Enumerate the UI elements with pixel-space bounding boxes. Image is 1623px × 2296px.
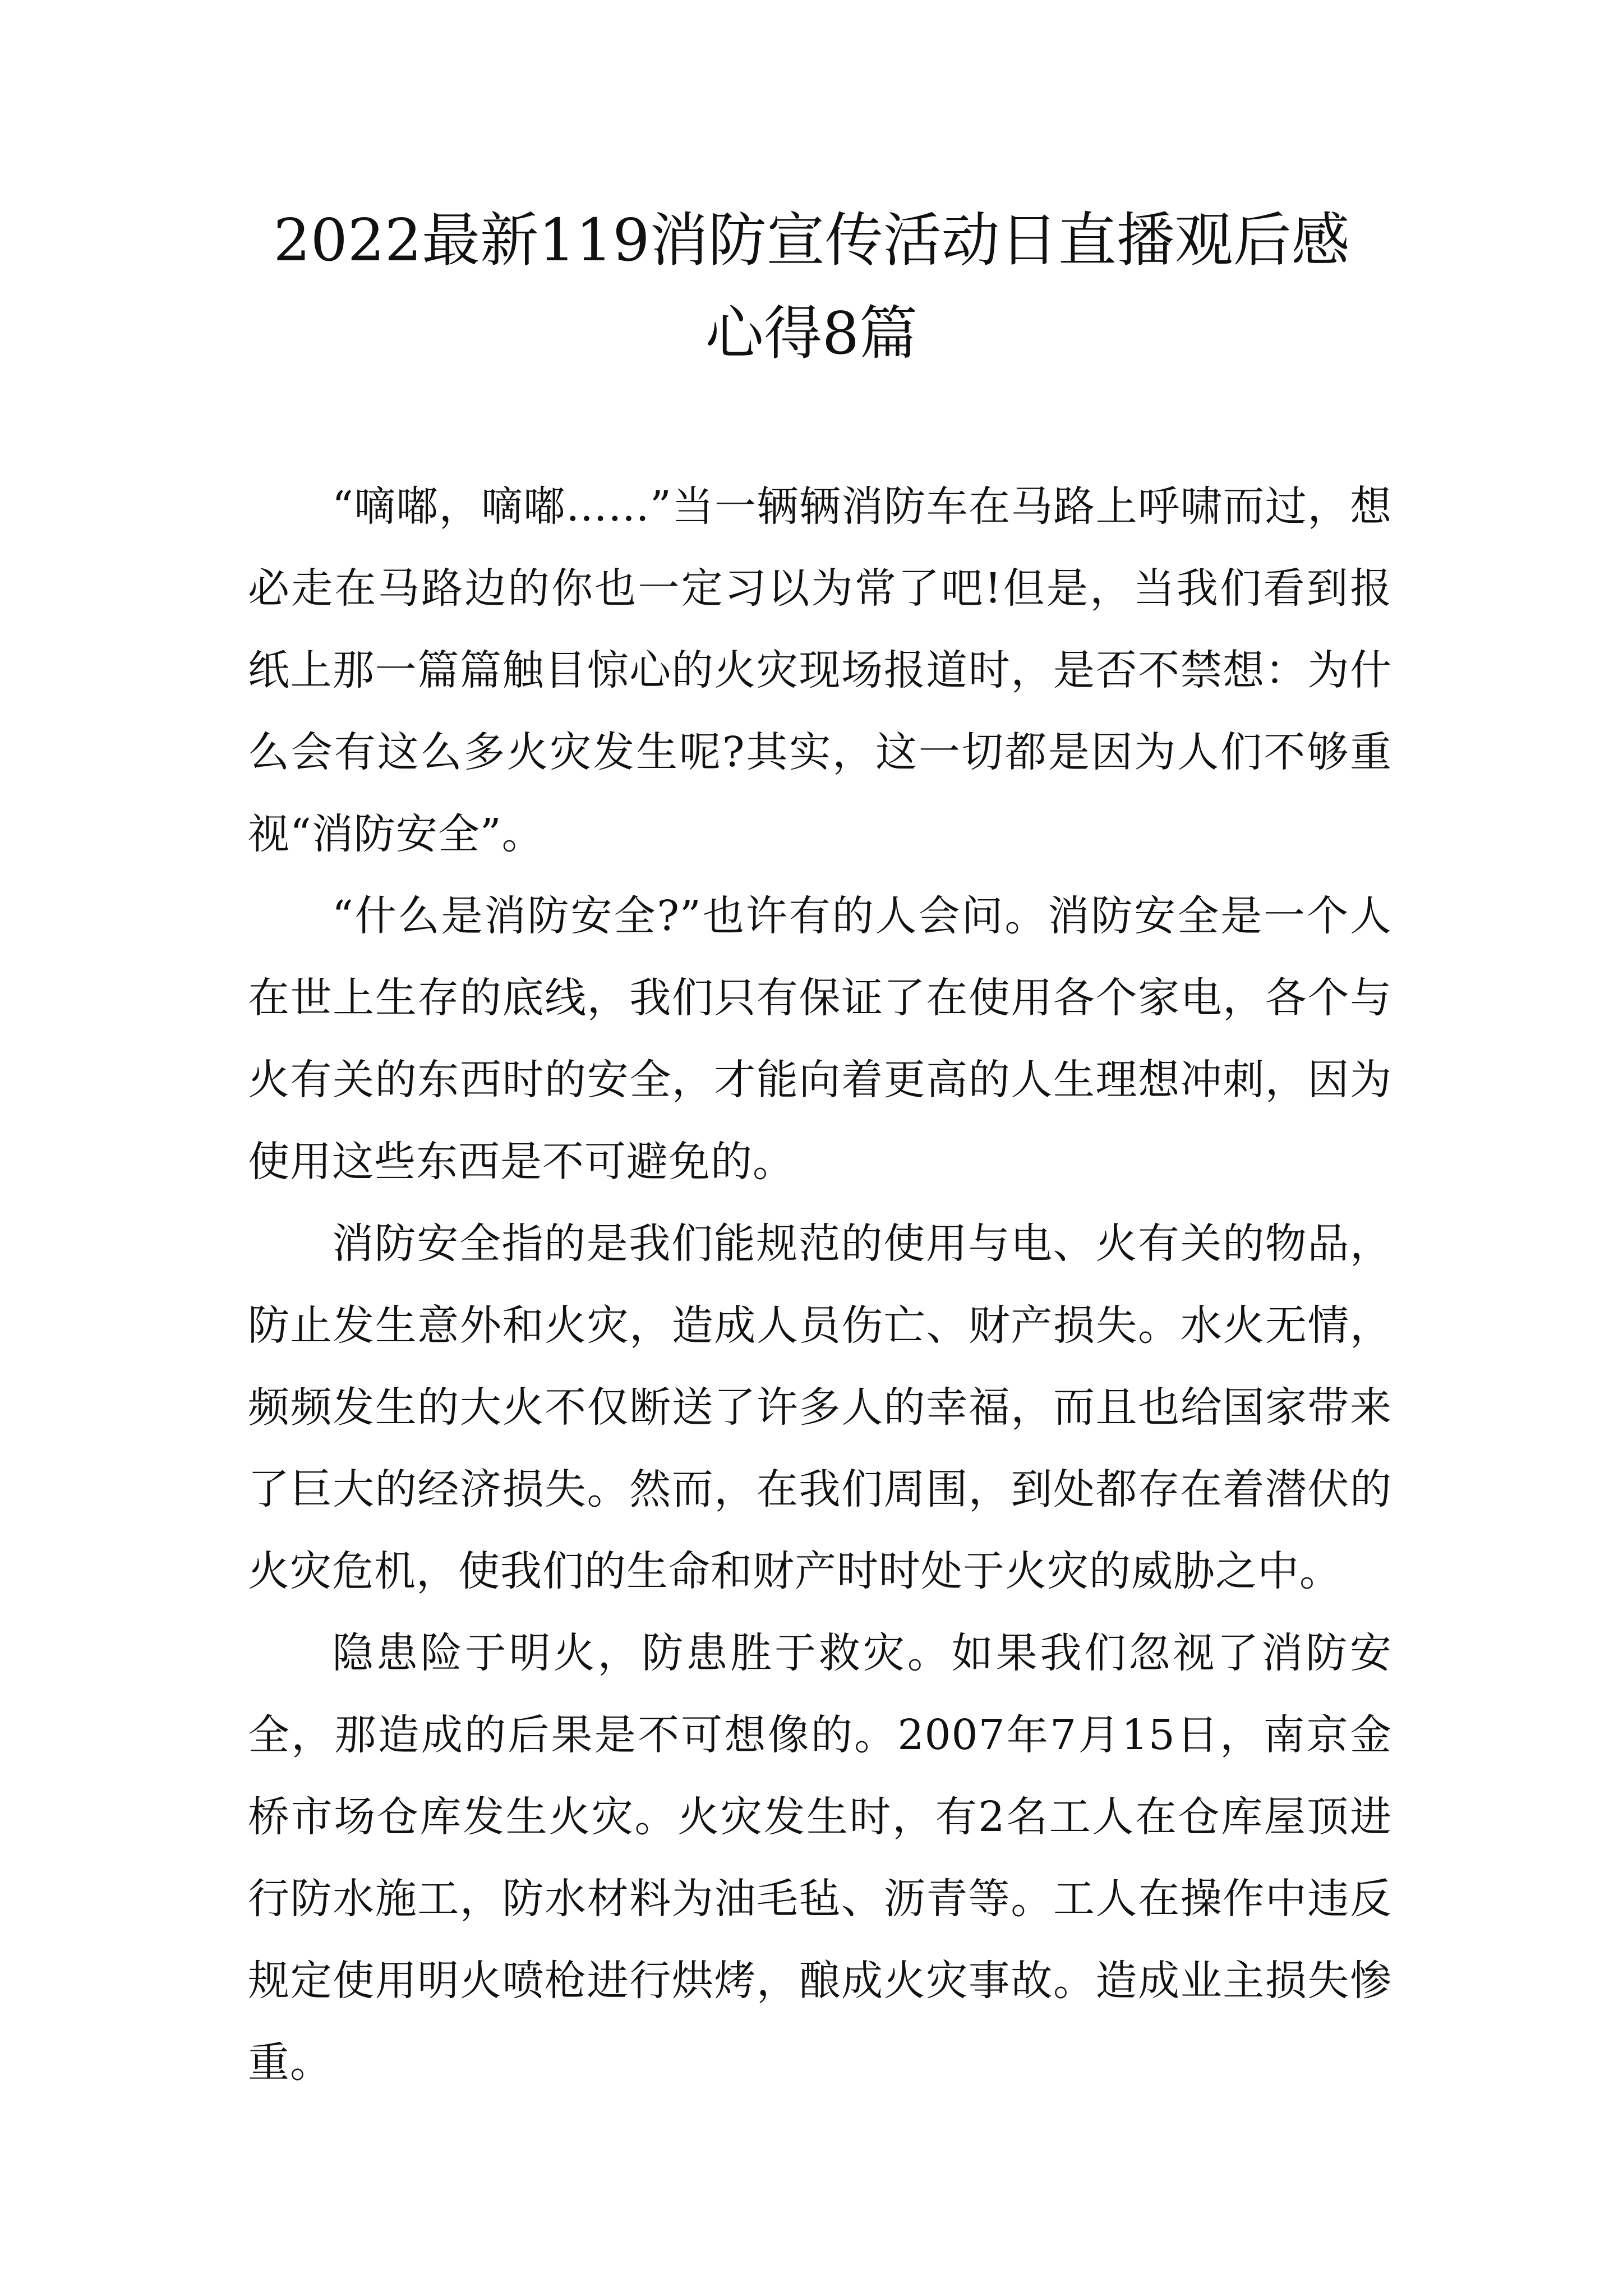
- paragraph-2: “什么是消防安全?”也许有的人会问。消防安全是一个人在世上生存的底线，我们只有保证了在使用各个家电，各个与火有关的东西时的安全，才能向着更高的人生理想冲刺，因为使用这些东西是不可避免的。: [248, 892, 1392, 1186]
- document-title: [213, 194, 1410, 380]
- document-body: [248, 466, 1392, 2104]
- paragraph-4: 隐患险于明火，防患胜于救灾。如果我们忽视了消防安全，那造成的后果是不可想像的。2007年7月15日，南京金桥市场仓库发生火灾。火灾发生时，有2名工人在仓库屋顶进行防水施工，防水材料为油毛毡、沥青等。工人在操作中违反规定使用明火喷枪进行烘烤，酿成火灾事故。造成业主损失惨重。: [248, 1629, 1392, 2087]
- title-line-1: 2022最新119消防宣传活动日直播观后感: [273, 206, 1350, 274]
- paragraph-3: 消防安全指的是我们能规范的使用与电、火有关的物品，防止发生意外和火灾，造成人员伤亡、财产损失。水火无情，频频发生的大火不仅断送了许多人的幸福，而且也给国家带来了巨大的经济损失。然而，在我们周围，到处都存在着潜伏的火灾危机，使我们的生命和财产时时处于火灾的威胁之中。: [248, 1220, 1392, 1595]
- title-line-2: 心得8篇: [705, 299, 918, 367]
- paragraph-1: “嘀嘟，嘀嘟……”当一辆辆消防车在马路上呼啸而过，想必走在马路边的你也一定习以为常了吧!但是，当我们看到报纸上那一篇篇触目惊心的火灾现场报道时，是否不禁想：为什么会有这么多火灾发生呢?其实，这一切都是因为人们不够重视“消防安全”。: [248, 482, 1392, 858]
